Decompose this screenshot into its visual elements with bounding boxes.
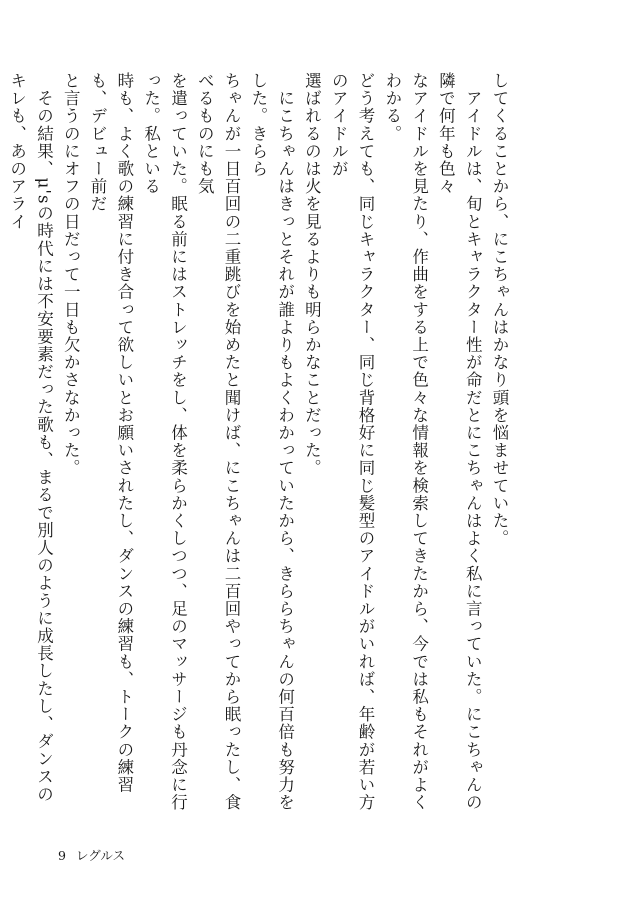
text-line: してくることから、にこちゃんはかなり頭を悩ませていた。: [490, 72, 509, 548]
text-line: どう考えても、同じキャラクター、同じ背格好に同じ髪型のアイドルがいれば、年齢が若い方のアイドルが: [329, 72, 376, 812]
page-footer: [58, 846, 125, 864]
text-line: ちゃんが一日百回の二重跳びを始めたと聞けば、にこちゃんは二百回やってから眠ったし、食べるものにも気: [195, 72, 242, 812]
text-line: と言うのにオフの日だって一日も欠かさなかった。: [61, 72, 81, 477]
text-line: 選ばれるのは火を見るよりも明らかなことだった。: [302, 72, 322, 477]
body-text-block: [7, 72, 512, 812]
text-line: [0, 72, 3, 812]
running-title: レグルス: [75, 848, 125, 863]
text-line: その結果、μ'sの時代には不安要素だった歌も、まるで別人のように成長したし、ダンスのキレも、あのアライ: [7, 72, 54, 804]
text-line: アイドルは、旬とキャラクター性が命だとにこちゃんはよく私に言っていた。にこちゃんの隣で何年も色々: [436, 72, 483, 812]
text-line: にこちゃんはきっとそれが誰よりもよくわかっていたから、きららちゃんの何百倍も努力をした。きらら: [248, 72, 295, 812]
text-line: を遣っていた。眠る前にはストレッチをし、体を柔らかくしつつ、足のマッサージも丹念に行った。私といる: [141, 72, 188, 812]
page-number: 9: [58, 848, 66, 863]
text-line: 時も、よく歌の練習に付き合って欲しいとお願いされたし、ダンスの練習も、トークの練習も、デビュー前だ: [88, 72, 134, 794]
text-line: なアイドルを見たり、作曲をする上で色々な情報を検索してきたから、今では私もそれがよくわかる。: [382, 72, 429, 812]
